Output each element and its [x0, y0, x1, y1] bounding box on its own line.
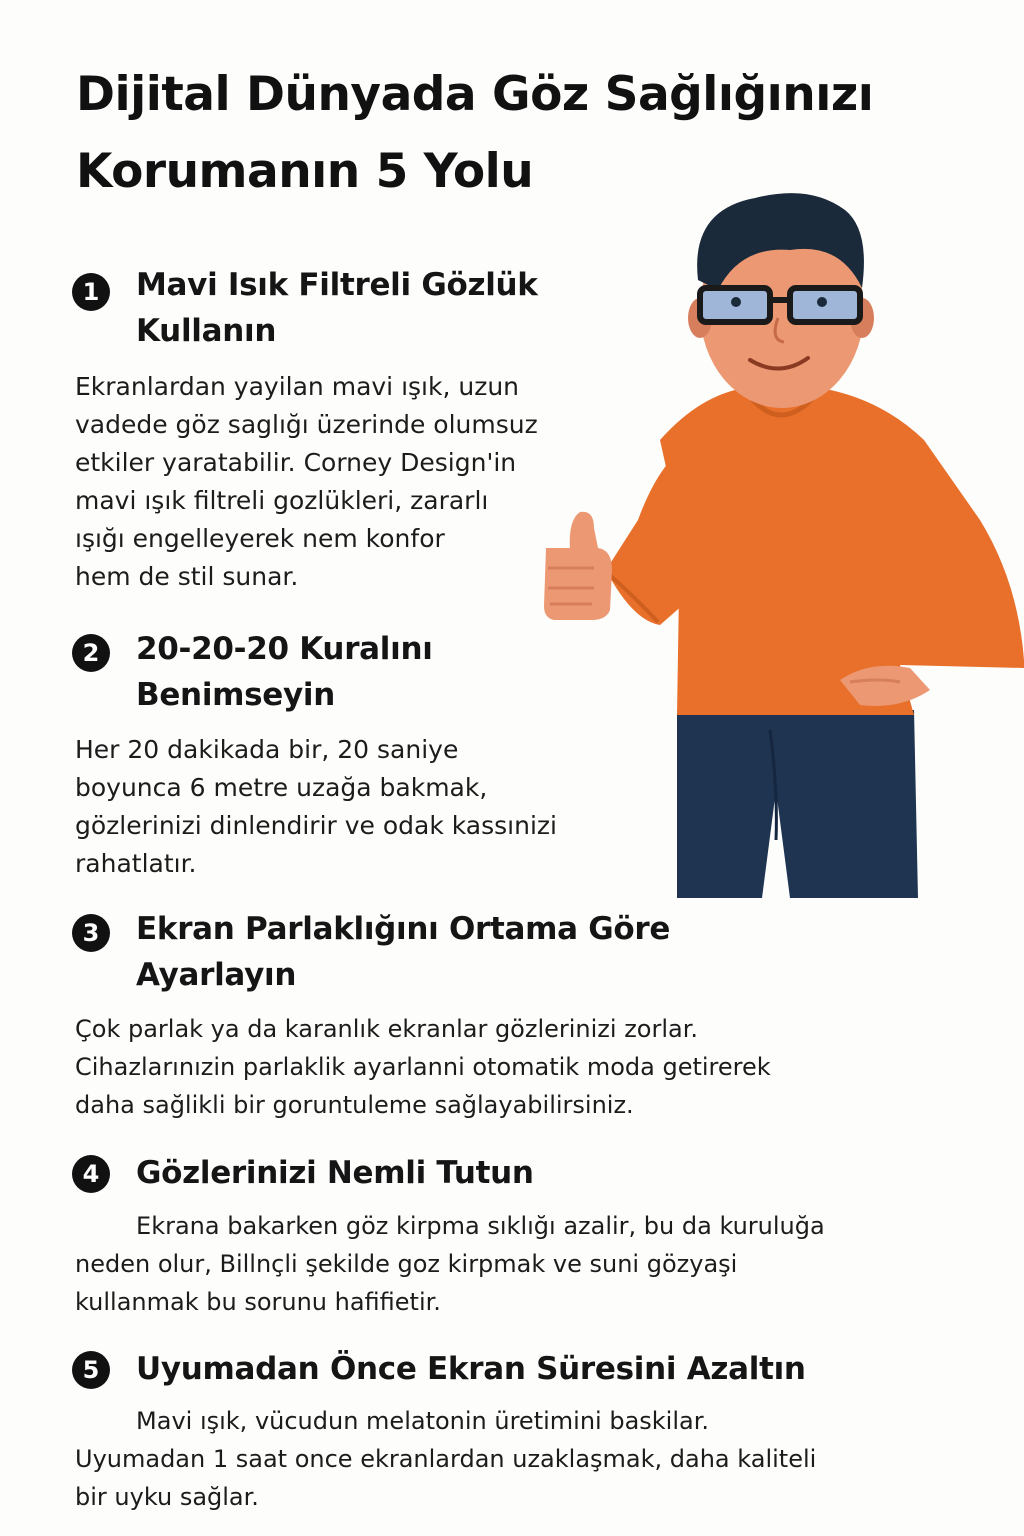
tip-4-number: 4	[72, 1155, 110, 1193]
tip-3-number: 3	[72, 914, 110, 952]
tip-1-body: Ekranlardan yayilan mavi ışık, uzun vadede göz saglığı üzerinde olumsuz etkiler yaratabilir. Corney Design'in mavi ışık filtreli gozlükleri, zararlı ışığı engelleyerek nem konfor hem de stil sunar.	[75, 372, 538, 591]
tip-2-heading: 20-20-20 Kuralını Benimseyin	[136, 631, 433, 713]
tip-5-number: 5	[72, 1351, 110, 1389]
sweater-sleeve-left	[606, 445, 700, 625]
tip-4-heading: Gözlerinizi Nemli Tutun	[136, 1155, 534, 1191]
thumbs-up-hand	[544, 548, 612, 620]
man-illustration	[540, 190, 1024, 900]
title-line-2: Korumanın 5 Yolu	[76, 144, 534, 199]
tip-5-body: Mavi ışık, vücudun melatonin üretimini baskilar. Uyumadan 1 saat once ekranlardan uzaklaşmak, daha kaliteli bir uyku sağlar.	[75, 1407, 817, 1511]
pants	[677, 710, 918, 898]
tip-3-heading: Ekran Parlaklığını Ortama Göre Ayarlayın	[136, 911, 671, 993]
tip-4-body: Ekrana bakarken göz kirpma sıklığı azalir, bu da kuruluğa neden olur, Billnçli şekilde goz kirpmak ve suni gözyaşi kullanmak bu sorunu hafifietir.	[75, 1212, 825, 1316]
title-line-1: Dijital Dünyada Göz Sağlığınızı	[76, 67, 874, 122]
tip-5-heading: Uyumadan Önce Ekran Süresini Azaltın	[136, 1351, 806, 1387]
tip-2-body: Her 20 dakikada bir, 20 saniye boyunca 6 metre uzağa bakmak, gözlerinizi dinlendirir ve odak kassınizi rahatlatır.	[75, 735, 557, 878]
sweater	[660, 388, 1024, 715]
tip-3-body: Çok parlak ya da karanlık ekranlar gözlerinizi zorlar. Cihazlarınızin parlaklik ayarlanni otomatik moda getirerek daha sağlikli bir goruntuleme sağlayabilirsiniz.	[75, 1015, 771, 1119]
tip-1-number: 1	[72, 273, 110, 311]
page-title	[76, 56, 996, 210]
tip-1-heading: Mavi Isık Filtreli Gözlük Kullanın	[136, 267, 538, 349]
tip-2-number: 2	[72, 634, 110, 672]
